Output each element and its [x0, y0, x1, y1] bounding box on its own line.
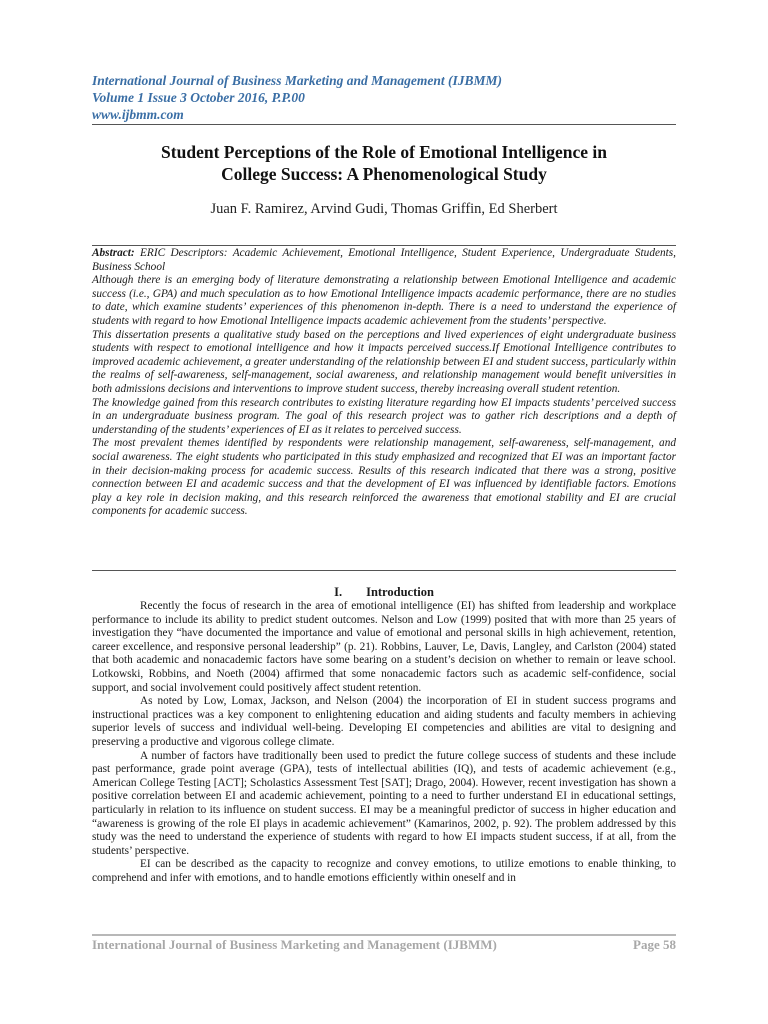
- document-page: [92, 0, 676, 1024]
- abstract-paragraph: This dissertation presents a qualitative study based on the perceptions and lived experiences of eight undergraduate business students with respect to emotional intelligence and how it impacts perceived success.If Emotional Intelligence contributes to improved academic achievement, a greater understanding of the relationship between EI and student success, particularly within the realms of self-awareness, self-management, social awareness, and relationship management would benefit universities in both admissions decisions and interventions to improve student success, thereby increasing overall student retention.: [92, 328, 676, 395]
- body-paragraph: EI can be described as the capacity to recognize and convey emotions, to utilize emotions to enable thinking, to comprehend and infer with emotions, and to handle emotions efficiently within oneself and in: [92, 858, 676, 884]
- abstract-paragraph: The knowledge gained from this research contributes to existing literature regarding how EI impacts students’ perceived success in an undergraduate business program. The goal of this research project was to gather rich descriptions and a depth of understanding of the students’ experiences of EI as it relates to perceived success.: [92, 396, 676, 436]
- abstract-descriptors: [92, 247, 676, 274]
- journal-name: International Journal of Business Marketing and Management (IJBMM): [92, 73, 502, 88]
- section-title: Introduction: [366, 585, 434, 599]
- header-divider: [92, 124, 676, 125]
- page-number: Page 58: [633, 937, 676, 952]
- page-footer: [92, 937, 676, 953]
- paper-title: [92, 141, 676, 185]
- author-list: Juan F. Ramirez, Arvind Gudi, Thomas Griffin, Ed Sherbert: [210, 201, 558, 217]
- journal-header: [92, 72, 676, 123]
- journal-issue: Volume 1 Issue 3 October 2016, P.P.00: [92, 90, 305, 105]
- section-heading: [92, 585, 676, 599]
- title-line-1: Student Perceptions of the Role of Emotional Intelligence in: [161, 142, 607, 162]
- abstract-paragraph: The most prevalent themes identified by respondents were relationship management, self-awareness, self-management, and social awareness. The eight students who participated in this study emphasized and recognized that EI was an important factor in their decision-making process for academic success. Results of this research indicated that there was a strong, positive connection between EI and academic success and that the development of EI was influenced by identifiable factors. Emotions play a key role in decision making, and this research reinforced the awareness that emotional stability and EI are crucial components for academic success.: [92, 437, 676, 518]
- abstract-bottom-divider: [92, 570, 676, 571]
- title-line-2: College Success: A Phenomenological Study: [221, 164, 547, 184]
- journal-website-link[interactable]: www.ijbmm.com: [92, 107, 184, 122]
- footer-divider: [92, 934, 676, 936]
- abstract-label: Abstract:: [92, 247, 135, 259]
- body-paragraph: As noted by Low, Lomax, Jackson, and Nelson (2004) the incorporation of EI in student success programs and instructional practices was a key component to enlightening education and aiding students and faculty members in achieving superior levels of success and individual well-being. Developing EI competencies and abilities are vital to designing and preserving a productive and vigorous college climate.: [92, 695, 676, 748]
- abstract-paragraph: Although there is an emerging body of literature demonstrating a relationship between Emotional Intelligence and academic success (i.e., GPA) and much speculation as to how Emotional Intelligence impacts academic performance, there are no studies to date, which examine students’ experiences of this phenomenon in-depth. There is a need to understand the experience of students with regard to how Emotional Intelligence impacts academic achievement from the students’ perspective.: [92, 274, 676, 327]
- abstract-top-divider: [92, 245, 676, 246]
- body-paragraph: Recently the focus of research in the area of emotional intelligence (EI) has shifted from leadership and workplace performance to include its ability to predict student outcomes. Nelson and Low (1999) posited that with more than 25 years of investigation they “have documented the importance and value of emotional and personal skills in high achievement, retention, career excellence, and responsive personal leadership” (p. 21). Robbins, Lauver, Le, Davis, Langley, and Carlston (2004) stated that both academic and nonacademic factors have some bearing on a student’s decision on whether to remain or leave school. Lotkowski, Robbins, and Noeth (2004) affirmed that some nonacademic factors such as academic self-confidence, social support, and social involvement could positively affect student retention.: [92, 600, 676, 694]
- footer-journal-name: International Journal of Business Marketing and Management (IJBMM): [92, 937, 497, 952]
- abstract: [92, 247, 676, 519]
- section-number: I.: [334, 585, 343, 599]
- body-text: [92, 600, 676, 885]
- body-paragraph: A number of factors have traditionally been used to predict the future college success of students and these include past performance, grade point average (GPA), tests of intellectual abilities (IQ), and tests of academic achievement (e.g., American College Testing [ACT]; Scholastics Assessment Test [SAT]; Drago, 2004). However, recent investigation has shown a positive correlation between EI and academic achievement, pointing to a need to further understand EI in educational settings, particularly in relation to its influence on student success. EI may be a meaningful predictor of success in higher education and “awareness is growing of the role EI plays in academic achievement” (Kamarinos, 2002, p. 92). The problem addressed by this study was the need to understand the experience of students with regard to how EI impacts student success, if at all, from the students’ perspective.: [92, 749, 676, 857]
- descriptors-text: ERIC Descriptors: Academic Achievement, Emotional Intelligence, Student Experience, Undergraduate Students, Business School: [92, 247, 676, 273]
